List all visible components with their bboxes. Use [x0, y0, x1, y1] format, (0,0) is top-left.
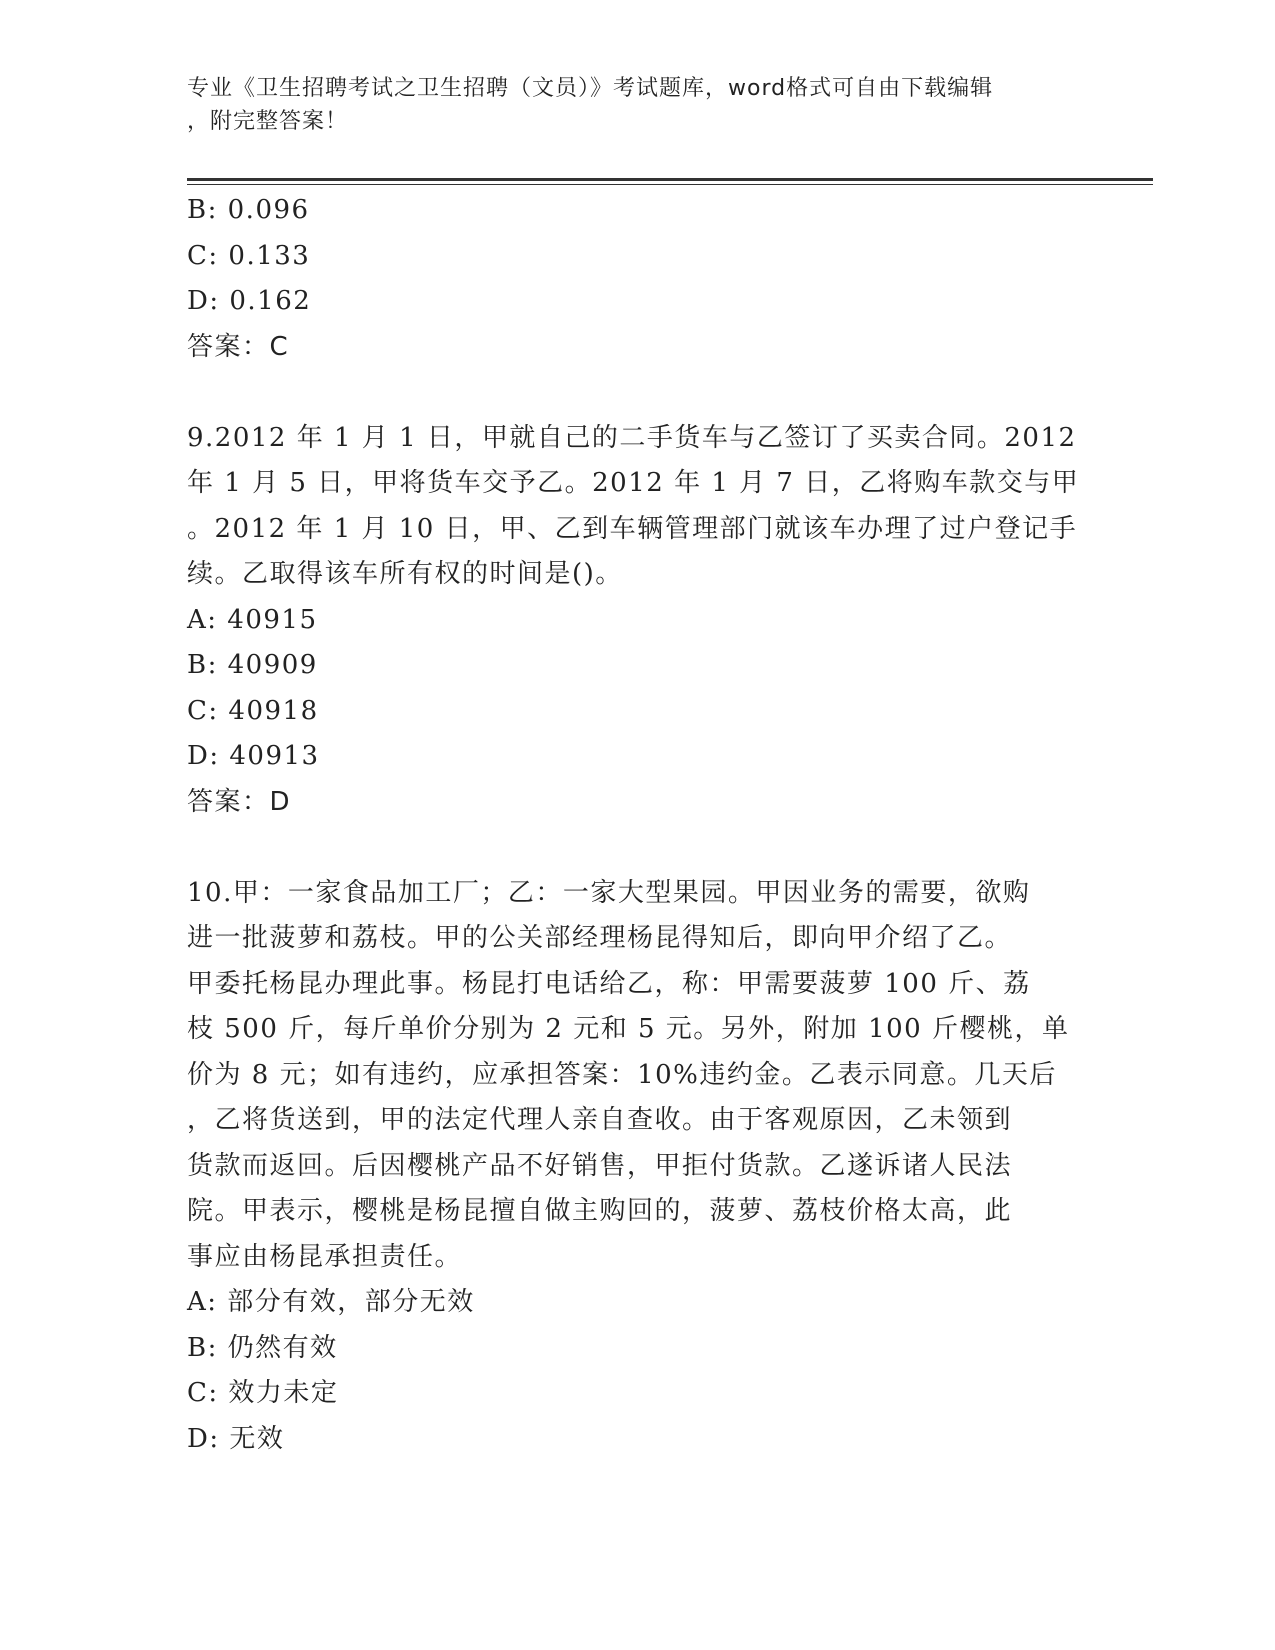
option-c: C: 40918	[187, 695, 319, 726]
option-d: D: 无效	[187, 1423, 285, 1454]
spacer	[187, 825, 1087, 871]
question-9	[187, 416, 1087, 826]
stem-line: ，乙将货送到，甲的法定代理人亲自查收。由于客观原因，乙未领到	[187, 1105, 1013, 1135]
stem-line: 货款而返回。后因樱桃产品不好销售，甲拒付货款。乙遂诉诸人民法	[187, 1150, 1013, 1181]
page-header	[187, 72, 1067, 138]
header-line-2: ，附完整答案！	[187, 109, 349, 134]
stem-line: 进一批菠萝和荔枝。甲的公关部经理杨昆得知后，即向甲介绍了乙。	[187, 923, 1013, 953]
header-rule-thick	[187, 178, 1153, 181]
question-stem	[187, 871, 1087, 1281]
answer: 答案：D	[187, 786, 292, 817]
option-a: A: 40915	[187, 604, 318, 635]
stem-line: 续。乙取得该车所有权的时间是()。	[187, 559, 623, 589]
option-a: A: 部分有效，部分无效	[187, 1287, 475, 1317]
header-rule-thin	[187, 184, 1153, 185]
header-line-1: 专业《卫生招聘考试之卫生招聘（文员）》考试题库，word格式可自由下载编辑	[187, 76, 994, 101]
stem-line: 年 1 月 5 日，甲将货车交予乙。2012 年 1 月 7 日，乙将购车款交与甲	[187, 468, 1080, 498]
question-stem	[187, 416, 1087, 598]
answer: 答案：C	[187, 331, 290, 362]
option-b: B: 40909	[187, 650, 318, 680]
spacer	[187, 370, 1087, 416]
option-b: B: 0.096	[187, 195, 310, 225]
option-b: B: 仍然有效	[187, 1332, 338, 1363]
stem-line: 价为 8 元；如有违约，应承担答案：10%违约金。乙表示同意。几天后	[187, 1059, 1057, 1090]
stem-line: 10.甲：一家食品加工厂；乙：一家大型果园。甲因业务的需要，欲购	[187, 877, 1031, 908]
option-c: C: 0.133	[187, 240, 311, 271]
option-d: D: 40913	[187, 741, 320, 771]
stem-line: 甲委托杨昆办理此事。杨昆打电话给乙，称：甲需要菠萝 100 斤、荔	[187, 968, 1031, 999]
question-content	[187, 188, 1087, 1462]
stem-line: 院。甲表示，樱桃是杨昆擅自做主购回的，菠萝、荔枝价格太高，此	[187, 1196, 1013, 1226]
option-c: C: 效力未定	[187, 1378, 339, 1408]
stem-line: 枝 500 斤，每斤单价分别为 2 元和 5 元。另外，附加 100 斤樱桃，单	[187, 1014, 1070, 1044]
stem-line: 。2012 年 1 月 10 日，甲、乙到车辆管理部门就该车办理了过户登记手	[187, 513, 1078, 544]
stem-line: 9.2012 年 1 月 1 日，甲就自己的二手货车与乙签订了买卖合同。2012	[187, 422, 1077, 453]
stem-line: 事应由杨昆承担责任。	[187, 1241, 463, 1272]
option-d: D: 0.162	[187, 286, 312, 316]
question-8	[187, 188, 1087, 370]
question-10	[187, 871, 1087, 1463]
